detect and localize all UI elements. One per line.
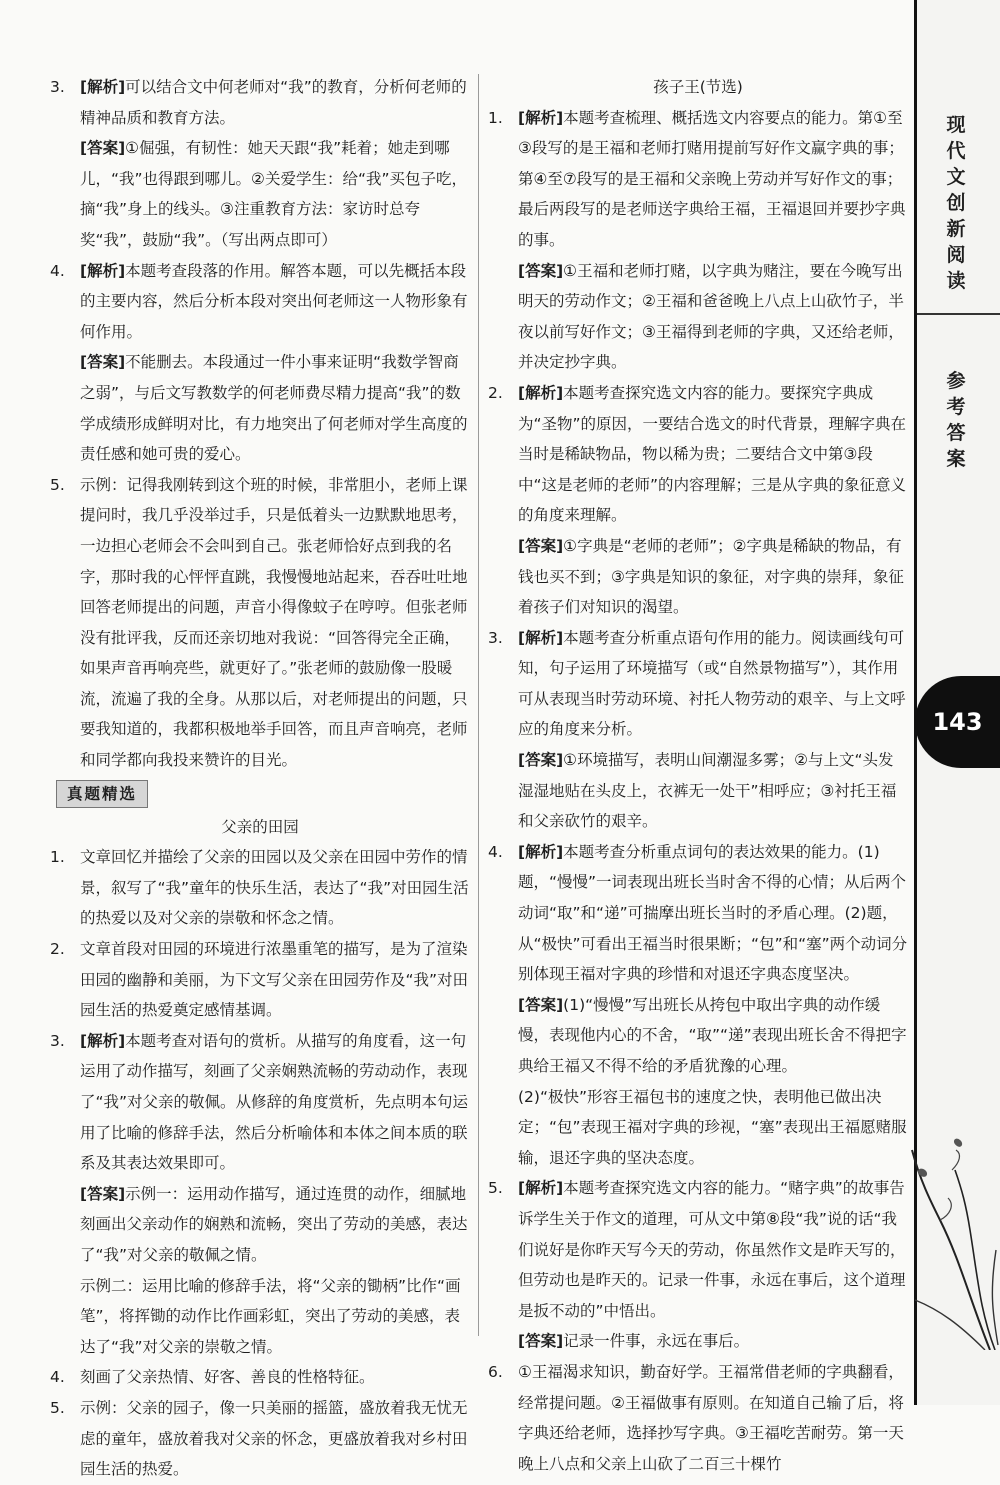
answer-item <box>50 1393 470 1485</box>
item-text: 本题考查分析重点语句作用的能力。阅读画线句可知，句子运用了环境描写（或“自然景物描写”），其作用可从表现当时劳动环境、衬托人物劳动的艰辛、与上文呼应的角度来分析。 <box>518 628 906 739</box>
answer-item <box>50 1362 470 1393</box>
answer-text: 示例二：运用比喻的修辞手法，将“父亲的锄柄”比作“画笔”，将挥锄的动作比作画彩虹，突出了劳动的美感，表达了“我”对父亲的崇敬之情。 <box>80 1276 461 1356</box>
item-text: 文章首段对田园的环境进行浓墨重笔的描写，是为了渲染田园的幽静和美丽，为下文写父亲在田园劳作及“我”对田园生活的热爱奠定感情基调。 <box>80 940 469 1020</box>
answer-item <box>50 842 470 934</box>
answer-text: (2)“极快”形容王福包书的速度之快，表明他已做出决定；“包”表现王福对字典的珍视，“塞”表现出王福愿赌服输，退还字典的坚决态度。 <box>518 1087 907 1167</box>
answer-item <box>488 837 908 990</box>
answer-block <box>488 256 908 378</box>
answer-tag: [答案] <box>518 995 564 1014</box>
answer-tag: [答案] <box>518 751 564 770</box>
column-divider <box>478 74 479 1336</box>
item-text: ①王福渴求知识，勤奋好学。王福常借老师的字典翻看，经常提问题。②王福做事有原则。在知道自己输了后，将字典还给老师，选择抄写字典。③王福吃苦耐劳。第一天晚上八点和父亲上山砍了二百三十棵竹 <box>518 1362 904 1473</box>
item-text: 本题考查分析重点词句的表达效果的能力。(1)题，“慢慢”一词表现出班长当时舍不得的心情；从后两个动词“取”和“递”可揣摩出班长当时的矛盾心理。(2)题，从“极快”可看出王福当时很果断；“包”和“塞”两个动词分别体现王福对字典的珍惜和对退还字典态度坚决。 <box>518 842 908 984</box>
answer-tag: [答案] <box>518 1332 564 1351</box>
item-text: 示例：记得我刚转到这个班的时候，非常胆小，老师上课提问时，我几乎没举过手，只是低着头一边默默地思考，一边担心老师会不会叫到自己。张老师恰好点到我的名字，那时我的心怦怦直跳，我慢慢地站起来，吞吞吐吐地回答老师提出的问题，声音小得像蚊子在哼哼。但张老师没有批评我，反而还亲切地对我说：“回答得完全正确，如果声音再响亮些，就更好了。”张老师的鼓励像一股暖流，流遍了我的全身。从那以后，对老师提出的问题，只要我知道的，我都积极地举手回答，而且声音响亮，老师和同学都向我投来赞许的目光。 <box>80 475 468 770</box>
vertical-char: 案 <box>946 448 966 470</box>
answer-text: 不能删去。本段通过一件小事来证明“我数学智商之弱”，与后文写教数学的何老师费尽精力提高“我”的数学成绩形成鲜明对比，有力地突出了何老师对学生高度的责任感和她可贵的爱心。 <box>80 353 468 464</box>
analysis-tag: [解析] <box>518 1179 564 1198</box>
right-column <box>488 72 908 1479</box>
section-badge: 真题精选 <box>56 780 148 808</box>
item-number: 2. <box>488 383 503 402</box>
answer-text: ①字典是“老师的老师”；②字典是稀缺的物品，有钱也买不到；③字典是知识的象征，对字典的崇拜，象征着孩子们对知识的渴望。 <box>518 536 904 617</box>
answer-text: 示例一：运用动作描写，通过连贯的动作，细腻地刻画出父亲动作的娴熟和流畅，突出了劳动的美感，表达了“我”对父亲的敬佩之情。 <box>80 1184 468 1264</box>
analysis-tag: [解析] <box>518 108 564 127</box>
item-text: 示例：父亲的园子，像一只美丽的摇篮，盛放着我无忧无虑的童年，盛放着我对父亲的怀念，更盛放着我对乡村田园生活的热爱。 <box>80 1398 468 1479</box>
item-text: 本题考查探究选文内容的能力。“赌字典”的故事告诉学生关于作文的道理，可从文中第⑧段“我”说的话“我们说好是你昨天写今天的劳动，你虽然作文是昨天写的，但劳动也是昨天的。记录一件事，永远在事后，这个道理是扳不动的”中悟出。 <box>518 1179 906 1320</box>
analysis-tag: [解析] <box>518 628 564 647</box>
item-number: 2. <box>50 940 65 959</box>
vertical-char: 现 <box>946 114 966 136</box>
answer-item <box>50 256 470 348</box>
answer-text: ①王福和老师打赌，以字典为赌注，要在今晚写出明天的劳动作文；②王福和爸爸晚上八点上山砍竹子，半夜以前写好作文；③王福得到老师的字典，又还给老师，并决定抄字典。 <box>518 261 904 372</box>
answer-block <box>488 745 908 837</box>
book-title <box>936 112 976 294</box>
item-text: 可以结合文中何老师对“我”的教育，分析何老师的精神品质和教育方法。 <box>80 78 467 127</box>
answer-block <box>488 990 908 1082</box>
answer-text: ①倔强，有韧性：她天天跟“我”耗着；她走到哪儿，“我”也得跟到哪儿。②关爱学生：给“我”买包子吃，摘“我”身上的线头。③注重教育方法：家访时总夸奖“我”，鼓励“我”。（写出两点即可） <box>80 139 468 249</box>
answer-tag: [答案] <box>518 536 564 555</box>
answer-item <box>50 72 470 133</box>
section-heading <box>50 776 470 812</box>
analysis-tag: [解析] <box>80 1031 126 1050</box>
item-text: 本题考查梳理、概括选文内容要点的能力。第①至③段写的是王福和老师打赌用提前写好作文赢字典的事；第④至⑦段写的是王福和父亲晚上劳动并写好作文的事；最后两段写的是老师送字典给王福，王福退回并要抄字典的事。 <box>518 108 906 249</box>
answer-text: ①环境描写，表明山间潮湿多雾；②与上文“头发湿湿地贴在头皮上，衣裤无一处干”相呼应；③衬托王福和父亲砍竹的艰辛。 <box>518 751 897 831</box>
vertical-char: 读 <box>946 270 966 292</box>
item-number: 3. <box>488 628 503 647</box>
answer-tag: [答案] <box>80 353 126 372</box>
item-text: 本题考查对语句的赏析。从描写的角度看，这一句运用了动作描写，刻画了父亲娴熟流畅的劳动动作，表现了“我”对父亲的敬佩。从修辞的角度赏析，先点明本句运用了比喻的修辞手法，然后分析喻体和本体之间本质的联系及其表达效果即可。 <box>80 1031 469 1173</box>
answer-block <box>50 347 470 469</box>
item-number: 5. <box>488 1179 503 1198</box>
item-text: 本题考查段落的作用。解答本题，可以先概括本段的主要内容，然后分析本段对突出何老师这一人物形象有何作用。 <box>80 261 468 341</box>
answer-text: (1)“慢慢”写出班长从挎包中取出字典的动作缓慢，表现他内心的不舍，“取”“递”表现出班长舍不得把字典给王福又不得不给的矛盾犹豫的心理。 <box>518 995 907 1075</box>
analysis-tag: [解析] <box>518 383 564 402</box>
item-number: 5. <box>50 1398 65 1417</box>
page-number-badge <box>915 676 1000 768</box>
analysis-tag: [解析] <box>80 261 126 280</box>
answer-item <box>488 103 908 256</box>
item-number: 1. <box>488 108 503 127</box>
answer-text: 记录一件事，永远在事后。 <box>563 1332 750 1351</box>
vertical-char: 创 <box>946 192 966 214</box>
analysis-tag: [解析] <box>518 842 564 861</box>
analysis-tag: [解析] <box>80 78 126 96</box>
vertical-char: 考 <box>946 396 966 418</box>
item-number: 6. <box>488 1362 503 1381</box>
answer-item <box>488 378 908 531</box>
section-label <box>936 368 976 472</box>
article-title: 孩子王(节选) <box>653 78 743 96</box>
left-column <box>50 72 470 1485</box>
item-number: 5. <box>50 475 65 494</box>
item-number: 4. <box>50 1368 65 1387</box>
answer-block <box>50 133 470 255</box>
item-text: 刻画了父亲热情、好客、善良的性格特征。 <box>80 1368 375 1387</box>
item-number: 4. <box>50 261 65 280</box>
vertical-char: 代 <box>946 140 966 162</box>
answer-block <box>50 1179 470 1271</box>
answer-tag: [答案] <box>80 139 126 158</box>
answer-tag: [答案] <box>80 1184 126 1203</box>
item-number: 4. <box>488 842 503 861</box>
vertical-char: 文 <box>946 166 966 188</box>
answer-tag: [答案] <box>518 261 564 280</box>
answer-item <box>50 470 470 776</box>
answer-block <box>488 1326 908 1357</box>
answer-item <box>50 934 470 1026</box>
answer-item <box>488 1357 908 1479</box>
answer-item <box>488 1173 908 1326</box>
vertical-char: 参 <box>946 370 966 392</box>
item-number: 1. <box>50 848 65 867</box>
answer-item <box>50 1026 470 1179</box>
sidebar-divider <box>917 313 1000 315</box>
answer-block <box>488 531 908 623</box>
page-number: 143 <box>932 708 983 736</box>
item-text: 本题考查探究选文内容的能力。要探究字典成为“圣物”的原因，一要结合选文的时代背景，理解字典在当时是稀缺物品，物以稀为贵；二要结合文中第③段中“这是老师的老师”的内容理解；三是从字典的象征意义的角度来理解。 <box>518 383 907 525</box>
article-title: 父亲的田园 <box>221 817 299 836</box>
orchid-decoration-icon <box>900 1110 1000 1350</box>
item-number: 3. <box>50 78 65 96</box>
item-number: 3. <box>50 1031 65 1050</box>
vertical-char: 阅 <box>946 244 966 266</box>
item-text: 文章回忆并描绘了父亲的田园以及父亲在田园中劳作的情景，叙写了“我”童年的快乐生活，表达了“我”对田园生活的热爱以及对父亲的崇敬和怀念之情。 <box>80 848 469 928</box>
vertical-char: 答 <box>946 422 966 444</box>
answer-item <box>488 623 908 745</box>
vertical-char: 新 <box>946 218 966 240</box>
